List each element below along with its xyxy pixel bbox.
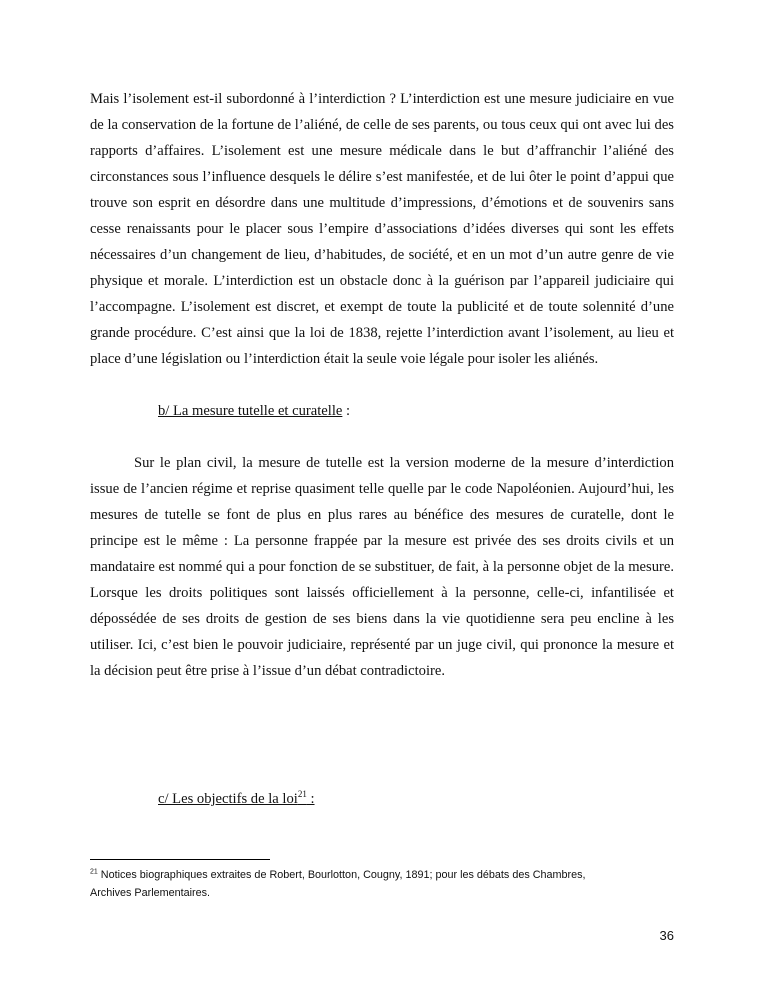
page-number: 36 [659, 928, 674, 943]
footnote-text: Notices biographiques extraites de Robert, Bourlotton, Cougny, 1891; pour les débats des Chambres, Archives Parlementaires. [90, 869, 586, 899]
paragraph-tutelle: Sur le plan civil, la mesure de tutelle est la version moderne de la mesure d’interdiction issue de l’ancien régime et reprise quasiment telle quelle par le code Napoléonien. Aujourd’hui, les mesures de tutelle se font de plus en plus rares au bénéfice des mesures de curatelle, dont le principe est le même : La personne frappée par la mesure est privée des ses droits civils et un mandataire est nommé qui a pour fonction de se substituer, de fait, à la personne objet de la mesure. Lorsque les droits politiques sont laissés officiellement à la personne, celle-ci, infantilisée et dépossédée de ses droits de gestion de ses biens dans la vie quotidienne sera peu encline à les utiliser. Ici, c’est bien le pouvoir judiciaire, représenté par un juge civil, qui prononce la mesure et la décision peut être prise à l’issue d’un débat contradictoire. [90, 455, 674, 679]
footnote-number: 21 [90, 868, 98, 876]
footnote [90, 866, 610, 902]
document-body [90, 86, 674, 684]
section-heading-c [158, 786, 315, 812]
footnote-separator [90, 859, 270, 860]
paragraph-isolement: Mais l’isolement est-il subordonné à l’interdiction ? L’interdiction est une mesure judiciaire en vue de la conservation de la fortune de l’aliéné, de celle de ses parents, ou tous ceux qui ont avec lui des rapports d’affaires. L’isolement est une mesure médicale dans le but d’affranchir l’aliéné des circonstances sous l’influence desquels le délire s’est manifestée, et de lui ôter le point d’appui que trouve son esprit en désordre dans une multitude d’impressions, d’émotions et de souvenirs sans cesse renaissants pour le placer sous l’empire d’associations d’idées diverses qui sont les effets nécessaires d’un changement de lieu, d’habitudes, de société, et en un mot d’un autre genre de vie physique et morale. L’interdiction est un obstacle donc à la guérison par l’appareil judiciaire qui l’accompagne. L’isolement est discret, et exempt de toute la publicité et de toute solennité d’une grande procédure. C’est ainsi que la loi de 1838, rejette l’interdiction avant l’isolement, au lieu et place d’une législation ou l’interdiction était la seule voie légale pour isoler les aliénés. [90, 91, 674, 367]
section-heading-b [158, 398, 674, 424]
section-heading-c-suffix: : [306, 791, 315, 807]
footnote-reference[interactable]: 21 [297, 789, 307, 800]
section-heading-b-suffix: : [342, 403, 351, 419]
section-heading-c-title [158, 791, 315, 807]
section-heading-c-text: c/ Les objectifs de la loi [158, 791, 298, 807]
section-heading-b-title: b/ La mesure tutelle et curatelle [158, 403, 343, 419]
